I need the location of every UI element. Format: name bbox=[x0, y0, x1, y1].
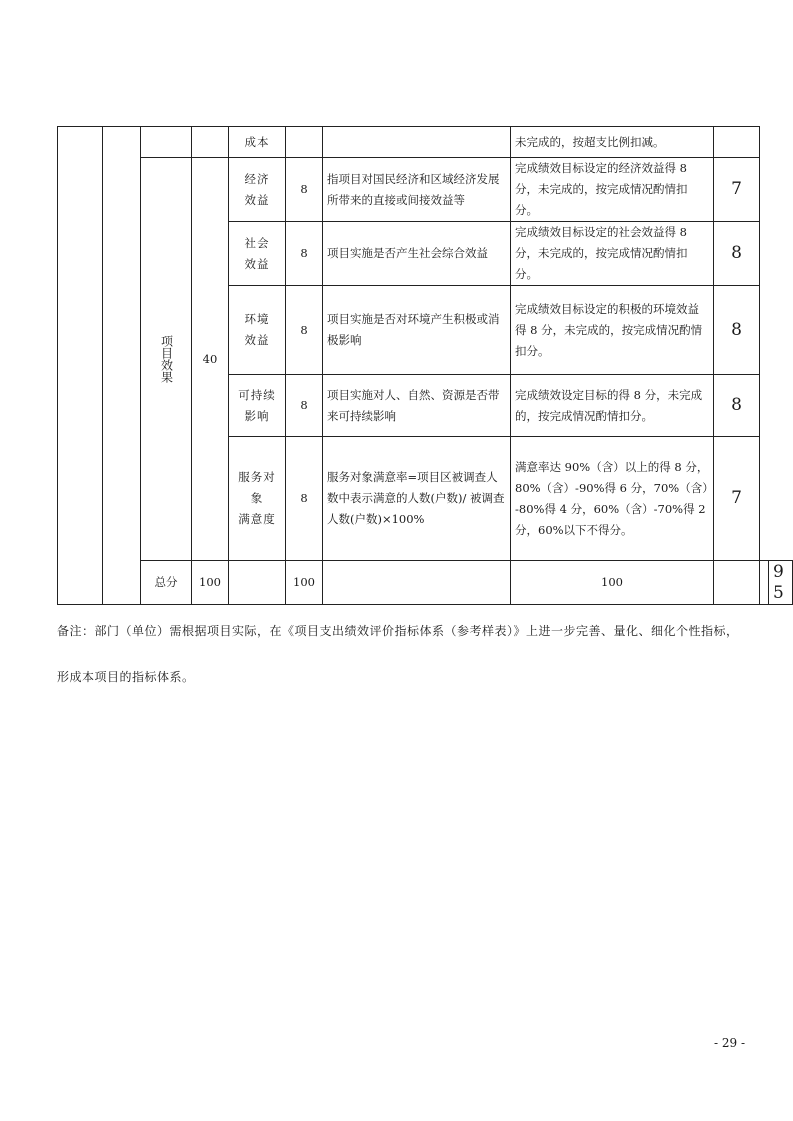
indicator-score: 8 bbox=[714, 286, 760, 375]
indicator-score: 8 bbox=[714, 375, 760, 437]
indicator-name: 经济 效益 bbox=[229, 158, 286, 222]
table-cell bbox=[714, 561, 760, 605]
indicator-description: 指项目对国民经济和区域经济发展所带来的直接或间接效益等 bbox=[323, 158, 511, 222]
indicator-standard: 完成绩效目标设定的经济效益得 8 分，未完成的，按完成情况酌情扣分。 bbox=[511, 158, 714, 222]
indicator-description: 项目实施对人、自然、资源是否带来可持续影响 bbox=[323, 375, 511, 437]
table-cell bbox=[229, 561, 286, 605]
table-row bbox=[58, 127, 793, 158]
indicator-score: 7 bbox=[714, 158, 760, 222]
indicator-standard: 完成绩效目标设定的积极的环境效益得 8 分，未完成的，按完成情况酌情扣分。 bbox=[511, 286, 714, 375]
cost-standard: 未完成的，按超支比例扣减。 bbox=[511, 127, 714, 158]
indicator-weight: 8 bbox=[286, 375, 323, 437]
total-col6: 100 bbox=[511, 561, 714, 605]
table-cell bbox=[103, 127, 141, 605]
total-col4: 100 bbox=[286, 561, 323, 605]
indicator-description: 项目实施是否产生社会综合效益 bbox=[323, 222, 511, 286]
group-label-cell bbox=[141, 158, 192, 561]
table-cell bbox=[323, 561, 511, 605]
group-weight: 40 bbox=[192, 158, 229, 561]
indicator-score: 8 bbox=[714, 222, 760, 286]
indicator-standard: 完成绩效目标设定的社会效益得 8 分，未完成的，按完成情况酌情扣分。 bbox=[511, 222, 714, 286]
table-cell bbox=[141, 127, 192, 158]
indicator-description: 项目实施是否对环境产生积极或消极影响 bbox=[323, 286, 511, 375]
indicator-name: 环境 效益 bbox=[229, 286, 286, 375]
table-cell bbox=[58, 127, 103, 605]
performance-table bbox=[57, 126, 793, 605]
footnote-line: 备注：部门（单位）需根据项目实际，在《项目支出绩效评价指标体系（参考样表）》上进一步完善、量化、细化个性指标， bbox=[57, 624, 739, 638]
table-row bbox=[58, 158, 793, 222]
table-cell bbox=[760, 561, 769, 605]
indicator-standard: 完成绩效设定目标的得 8 分，未完成的，按完成情况酌情扣分。 bbox=[511, 375, 714, 437]
footnote-line: 形成本项目的指标体系。 bbox=[57, 670, 195, 684]
indicator-score: 7 bbox=[714, 437, 760, 561]
table-cell bbox=[192, 127, 229, 158]
indicator-weight: 8 bbox=[286, 222, 323, 286]
group-label: 项目效果 bbox=[159, 335, 174, 383]
total-score: 95 bbox=[769, 561, 793, 605]
page-number: - 29 - bbox=[714, 1036, 746, 1050]
indicator-weight: 8 bbox=[286, 437, 323, 561]
footnote bbox=[57, 608, 747, 700]
indicator-weight: 8 bbox=[286, 286, 323, 375]
table-cell bbox=[286, 127, 323, 158]
indicator-name: 社会 效益 bbox=[229, 222, 286, 286]
table-cell bbox=[714, 127, 760, 158]
indicator-description: 服务对象满意率=项目区被调查人数中表示满意的人数(户数)/ 被调查人数(户数)×100% bbox=[323, 437, 511, 561]
table-cell bbox=[323, 127, 511, 158]
indicator-name: 可持续 影响 bbox=[229, 375, 286, 437]
indicator-name: 服务对象 满意度 bbox=[229, 437, 286, 561]
total-row bbox=[58, 561, 793, 605]
total-col2: 100 bbox=[192, 561, 229, 605]
total-label: 总分 bbox=[141, 561, 192, 605]
cost-label: 成本 bbox=[229, 127, 286, 158]
indicator-weight: 8 bbox=[286, 158, 323, 222]
indicator-standard: 满意率达 90%（含）以上的得 8 分，80%（含）-90%得 6 分，70%（含）-80%得 4 分，60%（含）-70%得 2 分，60%以下不得分。 bbox=[511, 437, 714, 561]
